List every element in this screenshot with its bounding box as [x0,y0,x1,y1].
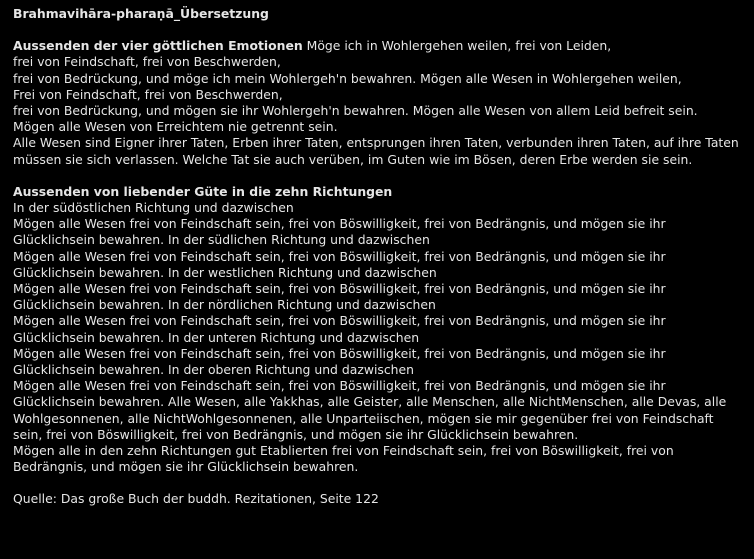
section-heading: Aussenden von liebender Güte in die zehn Richtungen [13,183,393,199]
section-body: Möge ich in Wohlergehen weilen, frei von Leiden, frei von Feindschaft, frei von Beschwerden, frei von Bedrückung, und möge ich mein Wohlergeh'n bewahren. Mögen alle Wesen in Wohlergehen weilen, Frei von Feindschaft, frei von Beschwerden, frei von Bedrückung, und mögen sie ihr Wohlergeh'n bewahren. Mögen alle Wesen von allem Leid befreit sein. Mögen alle Wesen von Erreichtem nie getrennt sein. Alle Wesen sind Eigner ihrer Taten, Erben ihrer Taten, entsprungen ihren Taten, verbunden ihren Taten, auf ihre Taten müssen sie sich verlassen. Welche Tat sie auch verüben, im Guten wie im Bösen, deren Erbe werden sie sein. [13,38,739,167]
document-title: Brahmavihāra-pharaṇā_Übersetzung [13,6,269,21]
section-four-emotions [13,38,744,168]
section-ten-directions [13,184,744,476]
section-body: In der südöstlichen Richtung und dazwischen Mögen alle Wesen frei von Feindschaft sein, frei von Böswilligkeit, frei von Bedrängnis, und mögen sie ihr Glücklichsein bewahren. In der südlichen Richtung und dazwischen Mögen alle Wesen frei von Feindschaft sein, frei von Böswilligkeit, frei von Bedrängnis, und mögen sie ihr Glücklichsein bewahren. In der westlichen Richtung und dazwischen Mögen alle Wesen frei von Feindschaft sein, frei von Böswilligkeit, frei von Bedrängnis, und mögen sie ihr Glücklichsein bewahren. In der nördlichen Richtung und dazwischen Mögen alle Wesen frei von Feindschaft sein, frei von Böswilligkeit, frei von Bedrängnis, und mögen sie ihr Glücklichsein bewahren. In der unteren Richtung und dazwischen Mögen alle Wesen frei von Feindschaft sein, frei von Böswilligkeit, frei von Bedrängnis, und mögen sie ihr Glücklichsein bewahren. In der oberen Richtung und dazwischen Mögen alle Wesen frei von Feindschaft sein, frei von Böswilligkeit, frei von Bedrängnis, und mögen sie ihr Glücklichsein bewahren. Alle Wesen, alle Yakkhas, alle Geister, alle Menschen, alle NichtMenschen, alle Devas, alle Wohlgesonnenen, alle NichtWohlgesonnenen, alle Unparteiischen, mögen sie mir gegenüber frei von Feindschaft sein, frei von Böswilligkeit, frei von Bedrängnis, und mögen sie ihr Glücklichsein bewahren. Mögen alle in den zehn Richtungen gut Etablierten frei von Feindschaft sein, frei von Böswilligkeit, frei von Bedrängnis, und mögen sie ihr Glücklichsein bewahren. [13,200,727,475]
source-citation: Quelle: Das große Buch der buddh. Rezitationen, Seite 122 [13,491,379,507]
section-heading: Aussenden der vier göttlichen Emotionen [13,38,303,54]
